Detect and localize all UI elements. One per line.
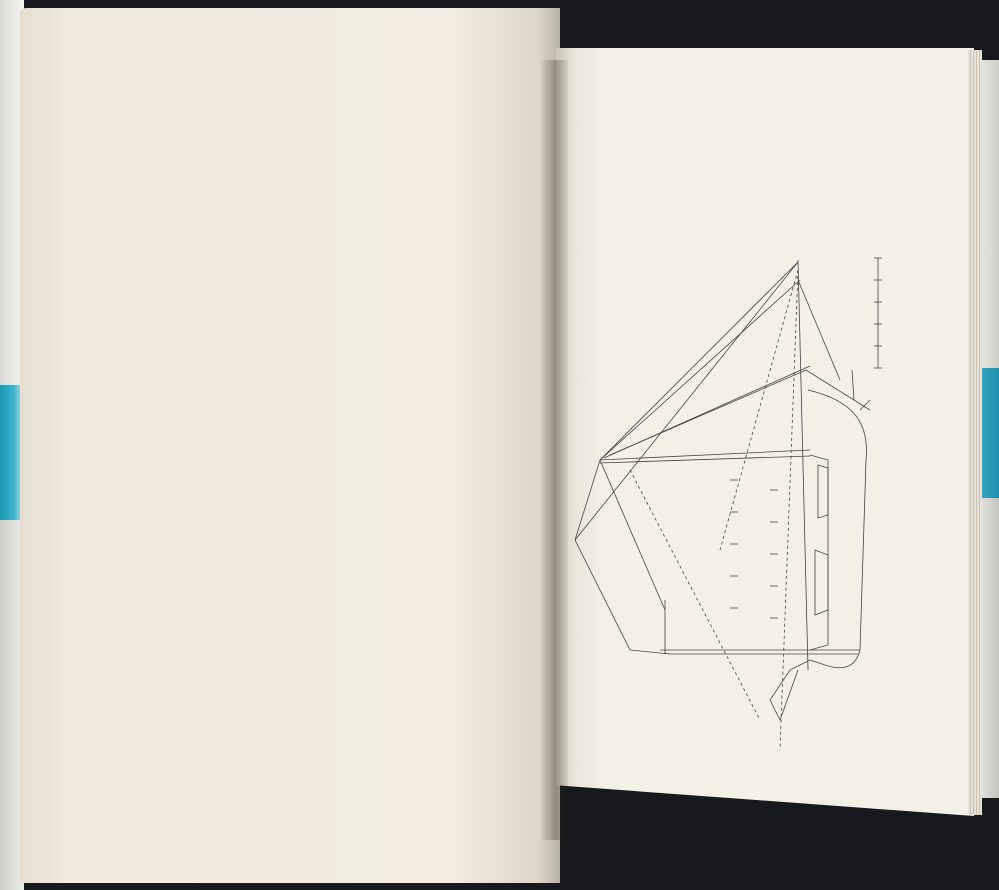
book-cover-blue-strip-left (0, 385, 22, 520)
book-cover-right-edge (979, 60, 999, 368)
paragraph-text-start (156, 126, 157, 145)
page-edges (968, 50, 982, 815)
sailboat-drawing (570, 250, 900, 770)
book-cover-blue-strip-right (979, 368, 999, 498)
paragraph-ship-name (156, 126, 157, 145)
sailboat-diagram-svg (570, 250, 900, 770)
book-cover-right-edge-lower (979, 498, 999, 798)
paragraph-text-end (156, 126, 157, 145)
book-gutter-shadow (540, 60, 568, 840)
